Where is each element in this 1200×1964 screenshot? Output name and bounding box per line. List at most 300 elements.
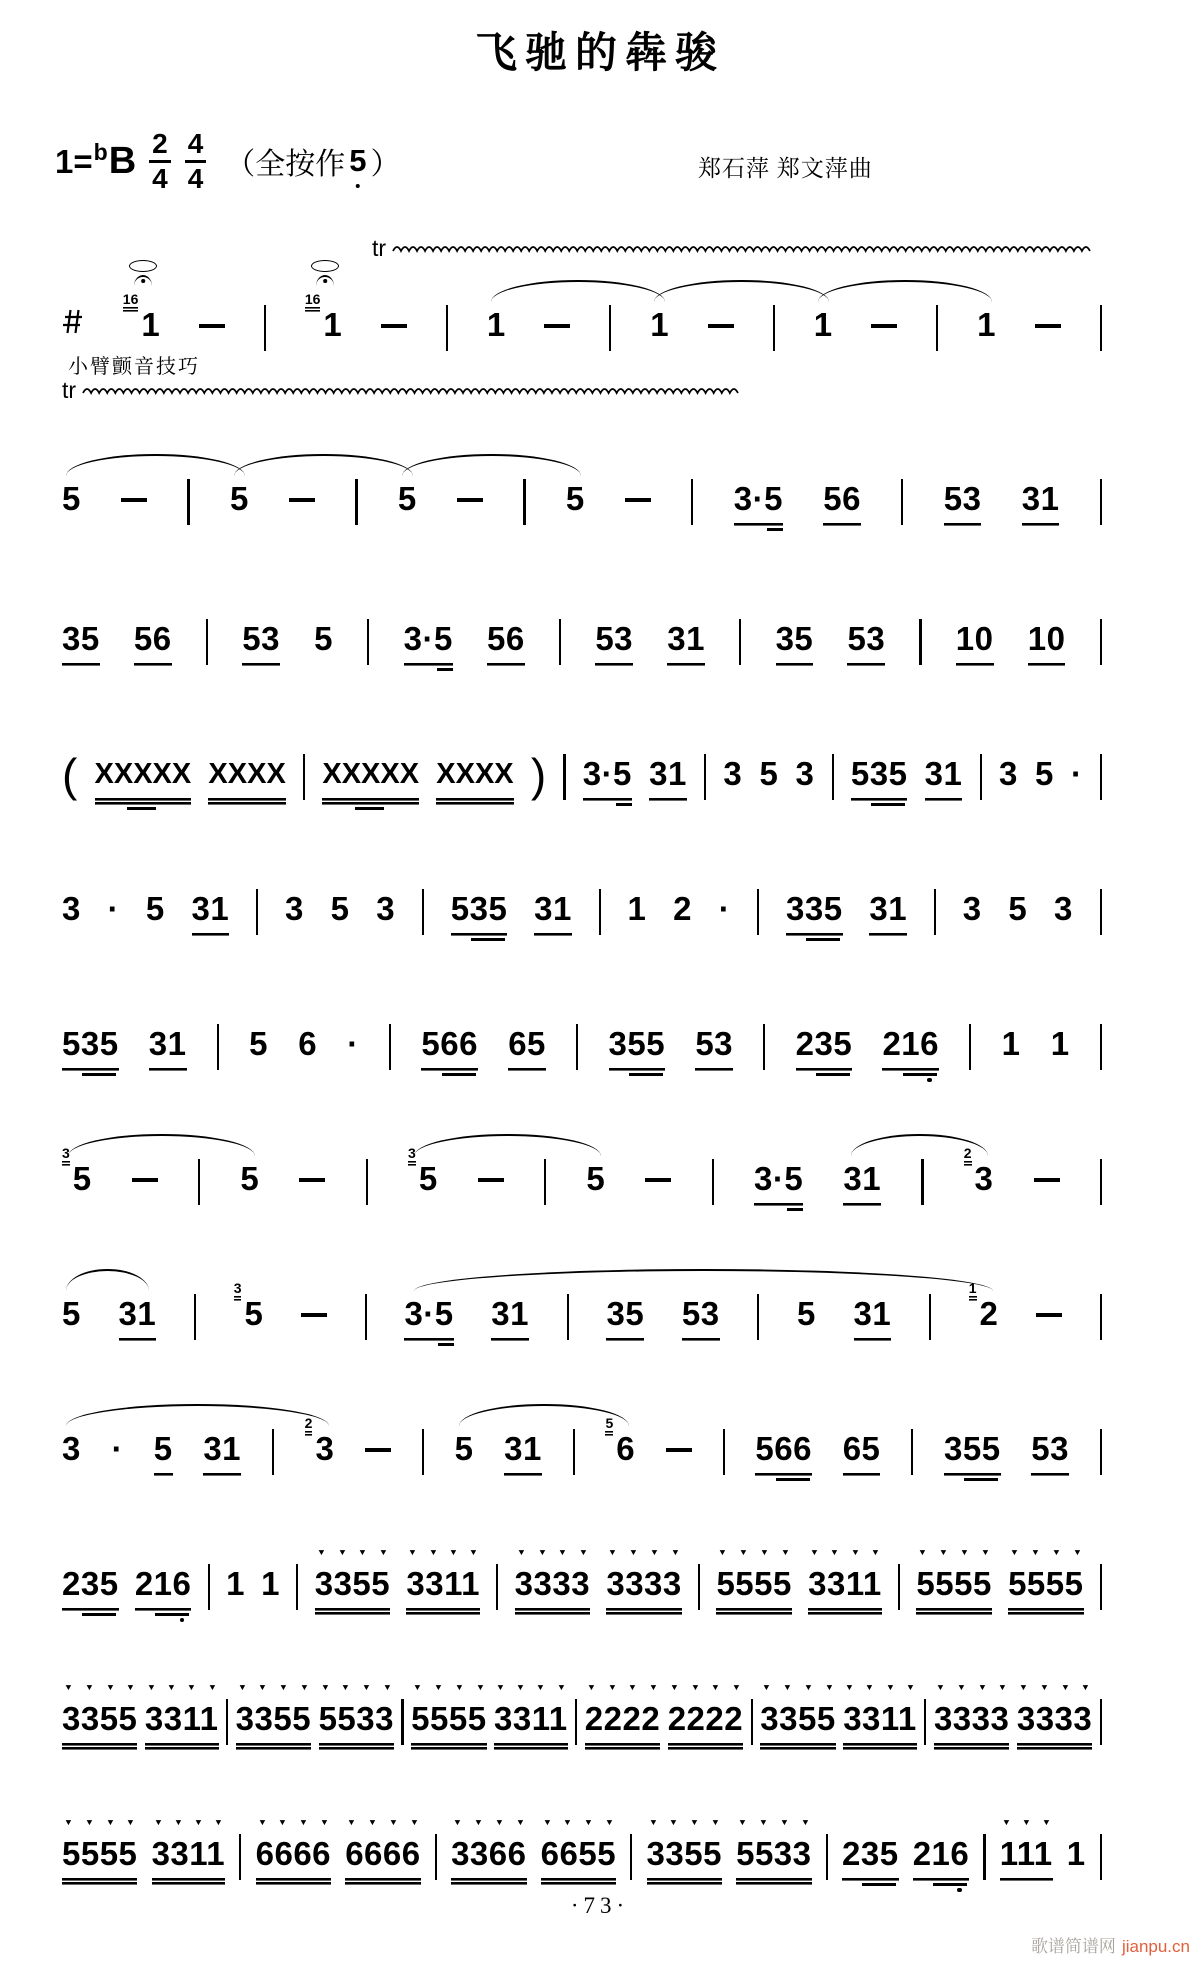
barline [367,619,369,665]
barline [691,479,693,525]
sub-beam [776,1478,810,1481]
note-digits: 31 [534,888,572,936]
page-number: ·73· [570,1893,630,1918]
note-digits: XXXXX [322,753,419,805]
barline [751,1699,753,1745]
note-digits: 31 [119,1293,157,1341]
note-digits: 56 [487,618,525,666]
dash-note [365,1448,391,1452]
barline [919,619,921,665]
note [933,1682,1010,1750]
barline [983,1834,985,1880]
note [1035,753,1054,795]
accent-marks: ▼ ▼ ▼ ▼ [408,1547,479,1557]
sub-beam [82,1073,116,1076]
note [843,1158,881,1206]
accent-marks: ▼ ▼ ▼ ▼ [586,1682,659,1692]
score-row [62,588,1102,666]
note-digits: 2222 [585,1698,660,1750]
note-digits: 3 [998,755,1018,792]
note-digits: 5 [454,1430,474,1467]
note [736,1817,812,1885]
note-digits: 53 [695,1023,733,1071]
note-digits: 31 [843,1158,881,1206]
accent-marks: ▼ ▼ ▼ ▼ [669,1682,742,1692]
note [304,291,343,346]
note-digits: 5 [586,1160,606,1197]
note-digits: 31 [925,753,963,801]
accent-marks: ▼ ▼ ▼ ▼ [737,1817,810,1827]
note [1028,618,1066,666]
note [646,1817,722,1885]
flutter-tongue-icon [62,308,84,340]
note [154,1428,173,1476]
note [304,1415,335,1470]
dash-note [381,324,407,328]
grace-note: 16 [123,292,139,312]
watermark-link[interactable]: jianpu.cn [1121,1937,1190,1956]
note-digits: 31 [504,1428,542,1476]
note [673,888,692,930]
note-digits: 3355 [236,1698,311,1750]
note [808,1547,882,1615]
sub-beam [787,1208,803,1211]
note [144,1682,219,1750]
fermata-oval-icon [311,260,339,286]
note-digits: 5 [72,1160,92,1197]
fingering-note: （ 全按作 5 ） [225,139,400,183]
slur-arc [818,280,992,302]
sub-beam [616,803,632,806]
note-digits: 35 [62,618,100,666]
note [494,1682,568,1750]
score-row [62,993,1102,1071]
sub-beam [155,1613,189,1616]
note-digits: 31 [869,888,907,936]
barline [239,1834,241,1880]
note [261,1563,280,1605]
sub-beam [442,1073,476,1076]
score-row [62,1263,1102,1341]
note [869,888,907,936]
note-digits: 5 [314,620,334,657]
note-digits: 3 [62,890,81,927]
note [331,888,350,930]
note-digits: 535 [62,1023,119,1071]
page-title: 飞驰的犇骏 [474,31,725,77]
score-row [62,723,1102,805]
note [719,888,731,930]
note [1031,1428,1069,1476]
note [723,753,742,795]
note [285,888,304,930]
barline [1100,1564,1102,1610]
dash-note [457,498,483,502]
note [404,618,453,666]
note [487,618,525,666]
note-digits: 355 [944,1428,1001,1476]
note-digits: 216 [913,1833,970,1881]
barline [272,1429,274,1475]
barline [422,889,424,935]
note-digits: 5 [1008,890,1028,927]
note-digits: · [111,1430,124,1467]
note [230,478,249,520]
note [347,1023,359,1065]
note-digits: 5 [418,1160,438,1197]
note-digits: 3311 [152,1833,226,1885]
note-digits: 65 [843,1428,881,1476]
fermata-icon [134,275,152,286]
accent-marks: ▼ ▼ ▼ ▼ [648,1817,721,1827]
note-digits: 5 [330,890,350,927]
note-digits: 53 [595,618,633,666]
barline [712,1159,714,1205]
note [682,1293,720,1341]
dash-note [871,324,897,328]
note [421,1023,478,1071]
oval-icon [311,260,339,272]
accent-marks: ▼ ▼ ▼ ▼ [146,1682,217,1692]
barline [934,889,936,935]
note-digits: 3 [974,1160,994,1197]
accent-marks: ▼ ▼ ▼ ▼ [495,1682,566,1692]
note-digits: XXXX [208,753,285,805]
note [508,1023,546,1071]
note [584,1682,661,1750]
note [1002,1023,1021,1065]
slur-arc [851,1134,988,1156]
accent-marks: ▼ ▼ ▼ ▼ [346,1817,419,1827]
note-digits: 216 [882,1023,939,1071]
sub-beam [767,528,783,531]
trill-wave-icon [83,384,738,396]
barline [303,754,305,800]
note [95,753,192,805]
note [203,1428,241,1476]
note [235,1682,312,1750]
note [298,1023,317,1065]
barline [826,1834,828,1880]
barline [921,1159,923,1205]
barline [704,754,706,800]
low-octave-dot [356,184,361,189]
note [795,753,814,795]
note-digits: 53 [944,478,982,526]
oval-icon [129,260,157,272]
grace-note: 2 [305,1416,313,1436]
note-digits: 10 [956,618,994,666]
barline [980,754,982,800]
fermata-oval-icon [129,260,157,286]
barline [389,1024,391,1070]
accent-marks: ▼ ▼ ▼ ▼ [844,1682,915,1692]
time-signature-2: 4 4 [185,129,207,193]
note-digits: 5555 [916,1563,991,1615]
note [667,1682,744,1750]
note [487,304,506,346]
note [62,1682,138,1750]
barline [496,1564,498,1610]
note-digits: 53 [1031,1428,1069,1476]
note-digits: 3 [962,890,982,927]
note [255,1817,332,1885]
grace-note: 3 [234,1281,242,1301]
note [882,1023,939,1071]
note-digits: 5533 [319,1698,394,1750]
note-digits: 5 [154,1428,173,1476]
note-digits: 35 [776,618,814,666]
note [62,1563,119,1611]
dash-note [199,324,225,328]
barline [936,305,938,351]
note [606,1293,644,1341]
note-digits: 235 [62,1563,119,1611]
barline [401,1699,403,1745]
note-digits: XXXX [436,753,513,805]
key-signature-block [55,128,401,194]
note [754,1158,803,1206]
key-signature [55,140,136,183]
dash-note [666,1448,692,1452]
note-digits: 5 [249,1025,268,1062]
note [504,1428,542,1476]
note [916,1547,992,1615]
sub-beam [355,807,384,810]
note [134,618,172,666]
note-digits: 31 [667,618,705,666]
note [609,1023,666,1071]
note [843,1428,881,1476]
note [797,1293,816,1335]
technique-label: 小臂颤音技巧 [68,356,200,378]
note [716,1547,792,1615]
accent-marks: ▼ ▼ ▼ ▼ [542,1817,615,1827]
note-digits: 1 [141,306,161,343]
note-digits: 3355 [647,1833,722,1885]
accent-marks: ▼ ▼ ▼ ▼ [237,1682,310,1692]
note [776,618,814,666]
note-digits: 3 [284,890,304,927]
barline [1100,305,1102,351]
barline [969,1024,971,1070]
grace-note: 1 [969,1281,977,1301]
slur-arc [234,454,413,476]
note-digits: 2 [979,1295,999,1332]
note-digits: 56 [823,478,861,526]
note-digits: 6655 [541,1833,616,1885]
note [606,1547,682,1615]
note [208,753,285,805]
barline [929,1294,931,1340]
note [851,753,908,801]
sub-beam [964,1478,998,1481]
note [595,618,633,666]
note-digits: 56 [134,618,172,666]
parenthesis: ( [62,749,78,801]
note [786,888,843,936]
accent-marks: ▼ ▼ ▼ ▼ [1018,1682,1091,1692]
time-signature-1: 2 4 [149,129,171,193]
score-row [62,448,1102,526]
note [376,888,395,930]
slur-arc [459,1404,629,1426]
sub-beam [871,803,905,806]
barline [365,1294,367,1340]
sub-beam [471,938,505,941]
note-digits: 335 [786,888,843,936]
accent-marks: ▼ ▼ ▼ ▼ [320,1682,393,1692]
accent-marks: ▼ ▼ ▼ [1001,1817,1051,1827]
note-digits: 2222 [668,1698,743,1750]
note-digits: 3311 [145,1698,219,1750]
barline [739,619,741,665]
note-digits: 3·5 [754,1158,803,1206]
note [695,1023,733,1071]
dash-note [478,1178,504,1182]
note-digits: 1 [650,306,670,343]
grace-note: 3 [408,1146,416,1166]
note [62,1293,81,1335]
note-digits: 5555 [62,1833,137,1885]
accent-marks: ▼ ▼ ▼ ▼ [153,1817,224,1827]
barline [576,1024,578,1070]
note [650,304,669,346]
barline [698,1564,700,1610]
trill-line-second [62,376,738,403]
barline [1100,1294,1102,1340]
barline [264,305,266,351]
note-digits: 3333 [934,1698,1009,1750]
note [135,1563,192,1611]
note [963,1145,994,1200]
accent-marks: ▼ ▼ ▼ ▼ [412,1682,485,1692]
low-octave-dot [180,1618,185,1623]
barline [567,1294,569,1340]
note [62,618,100,666]
note [233,1280,264,1335]
note [755,1428,812,1476]
note-digits: 6666 [256,1833,331,1885]
note-digits: 6 [616,1430,636,1467]
low-octave-dot [957,1888,962,1893]
barline [832,754,834,800]
note [842,1833,899,1881]
score-row [62,252,1102,351]
sub-beam [903,1073,937,1076]
note [514,1547,591,1615]
note-digits: 5 [797,1295,816,1332]
note-digits: 6 [298,1025,318,1062]
note [913,1833,970,1881]
slur-arc [66,1404,329,1426]
note-digits: XXXXX [95,753,192,805]
note-digits: 3311 [494,1698,568,1750]
note-digits: 3 [723,755,743,792]
note-digits: 2 [673,890,693,927]
score-row [62,1803,1102,1885]
score-row [62,858,1102,936]
note-digits: 3 [795,755,815,792]
note-digits: 31 [1022,478,1060,526]
note-digits: 3311 [808,1563,882,1615]
note-digits: 31 [149,1023,187,1071]
note [944,1428,1001,1476]
note [249,1023,268,1065]
note-digits: 5555 [411,1698,486,1750]
note-digits: 5 [62,480,81,517]
dash-note [1036,1313,1062,1317]
note-digits: · [347,1025,359,1062]
low-octave-dot [927,1078,932,1083]
sub-beam [806,938,840,941]
barline [194,1294,196,1340]
dash-note [299,1178,325,1182]
note-digits: 5 [244,1295,264,1332]
note [62,1023,119,1071]
note [649,753,687,801]
note [345,1817,421,1885]
barline [198,1159,200,1205]
note-digits: 65 [508,1023,546,1071]
slur-arc [654,280,829,302]
dash-note [289,498,315,502]
dash-note [708,324,734,328]
note-digits: 3355 [62,1698,137,1750]
barline [1100,754,1102,800]
note [1067,1833,1086,1875]
barline [355,479,357,525]
sub-beam [816,1073,850,1076]
note [149,1023,187,1071]
composer-credit: 郑石萍 郑文萍曲 [698,156,873,181]
barline [208,1564,210,1610]
note-digits: 1 [627,890,647,927]
fermata-icon [316,275,334,286]
note [491,1293,529,1341]
note [1051,1023,1070,1065]
note-digits: 355 [609,1023,666,1071]
note [796,1023,853,1071]
note [62,888,81,930]
note [566,478,585,520]
note-digits: 3366 [451,1833,526,1885]
grace-note: 5 [605,1416,613,1436]
note [586,1158,605,1200]
note [62,1428,81,1470]
accent-marks: ▼ ▼ ▼ ▼ [762,1682,834,1692]
note-digits: 3355 [315,1563,390,1615]
note-digits: 3355 [760,1698,835,1750]
barline [523,479,525,525]
note-digits: 566 [421,1023,478,1071]
barline [901,479,903,525]
note-digits: 5 [62,1295,81,1332]
note-digits: 235 [842,1833,899,1881]
note [760,1682,836,1750]
note [540,1817,617,1885]
note [404,1293,453,1341]
barline [609,305,611,351]
note [759,753,778,795]
barline [435,1834,437,1880]
note-digits: 3·5 [404,1293,453,1341]
dash-note [1034,1178,1060,1182]
note-digits: 1 [486,306,506,343]
note [314,1547,391,1615]
note-digits: 535 [451,888,508,936]
note [999,753,1018,795]
